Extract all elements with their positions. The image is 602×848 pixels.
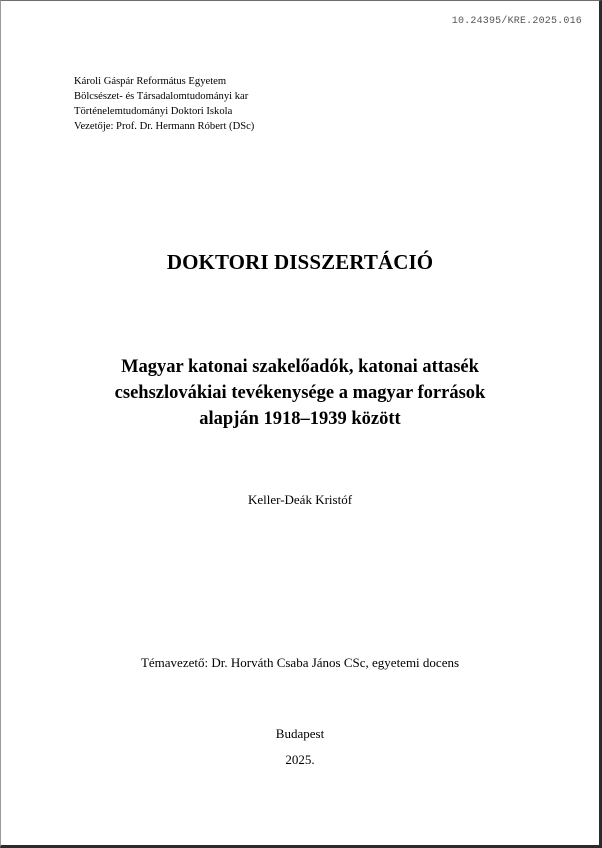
title-line: alapján 1918–1939 között xyxy=(199,409,401,429)
document-type-heading: DOKTORI DISSZERTÁCIÓ xyxy=(166,250,434,274)
institution-block xyxy=(74,74,254,134)
supervisor-line: Témavezető: Dr. Horváth Csaba János CSc, egyetemi docens xyxy=(140,655,460,670)
dissertation-title xyxy=(41,354,559,432)
title-line: csehszlovákiai tevékenysége a magyar források xyxy=(114,383,486,403)
university-name: Károli Gáspár Református Egyetem xyxy=(74,76,227,87)
title-line: Magyar katonai szakelőadók, katonai attasék xyxy=(121,357,479,377)
doi-label: 10.24395/KRE.2025.016 xyxy=(451,16,582,27)
faculty-name: Bölcsészet- és Társadalomtudományi kar xyxy=(74,91,249,102)
doctoral-school-name: Történelemtudományi Doktori Iskola xyxy=(74,106,233,117)
year: 2025. xyxy=(285,752,315,767)
place: Budapest xyxy=(275,726,325,741)
author-name: Keller-Deák Kristóf xyxy=(247,492,353,507)
school-head: Vezetője: Prof. Dr. Hermann Róbert (DSc) xyxy=(74,121,255,132)
